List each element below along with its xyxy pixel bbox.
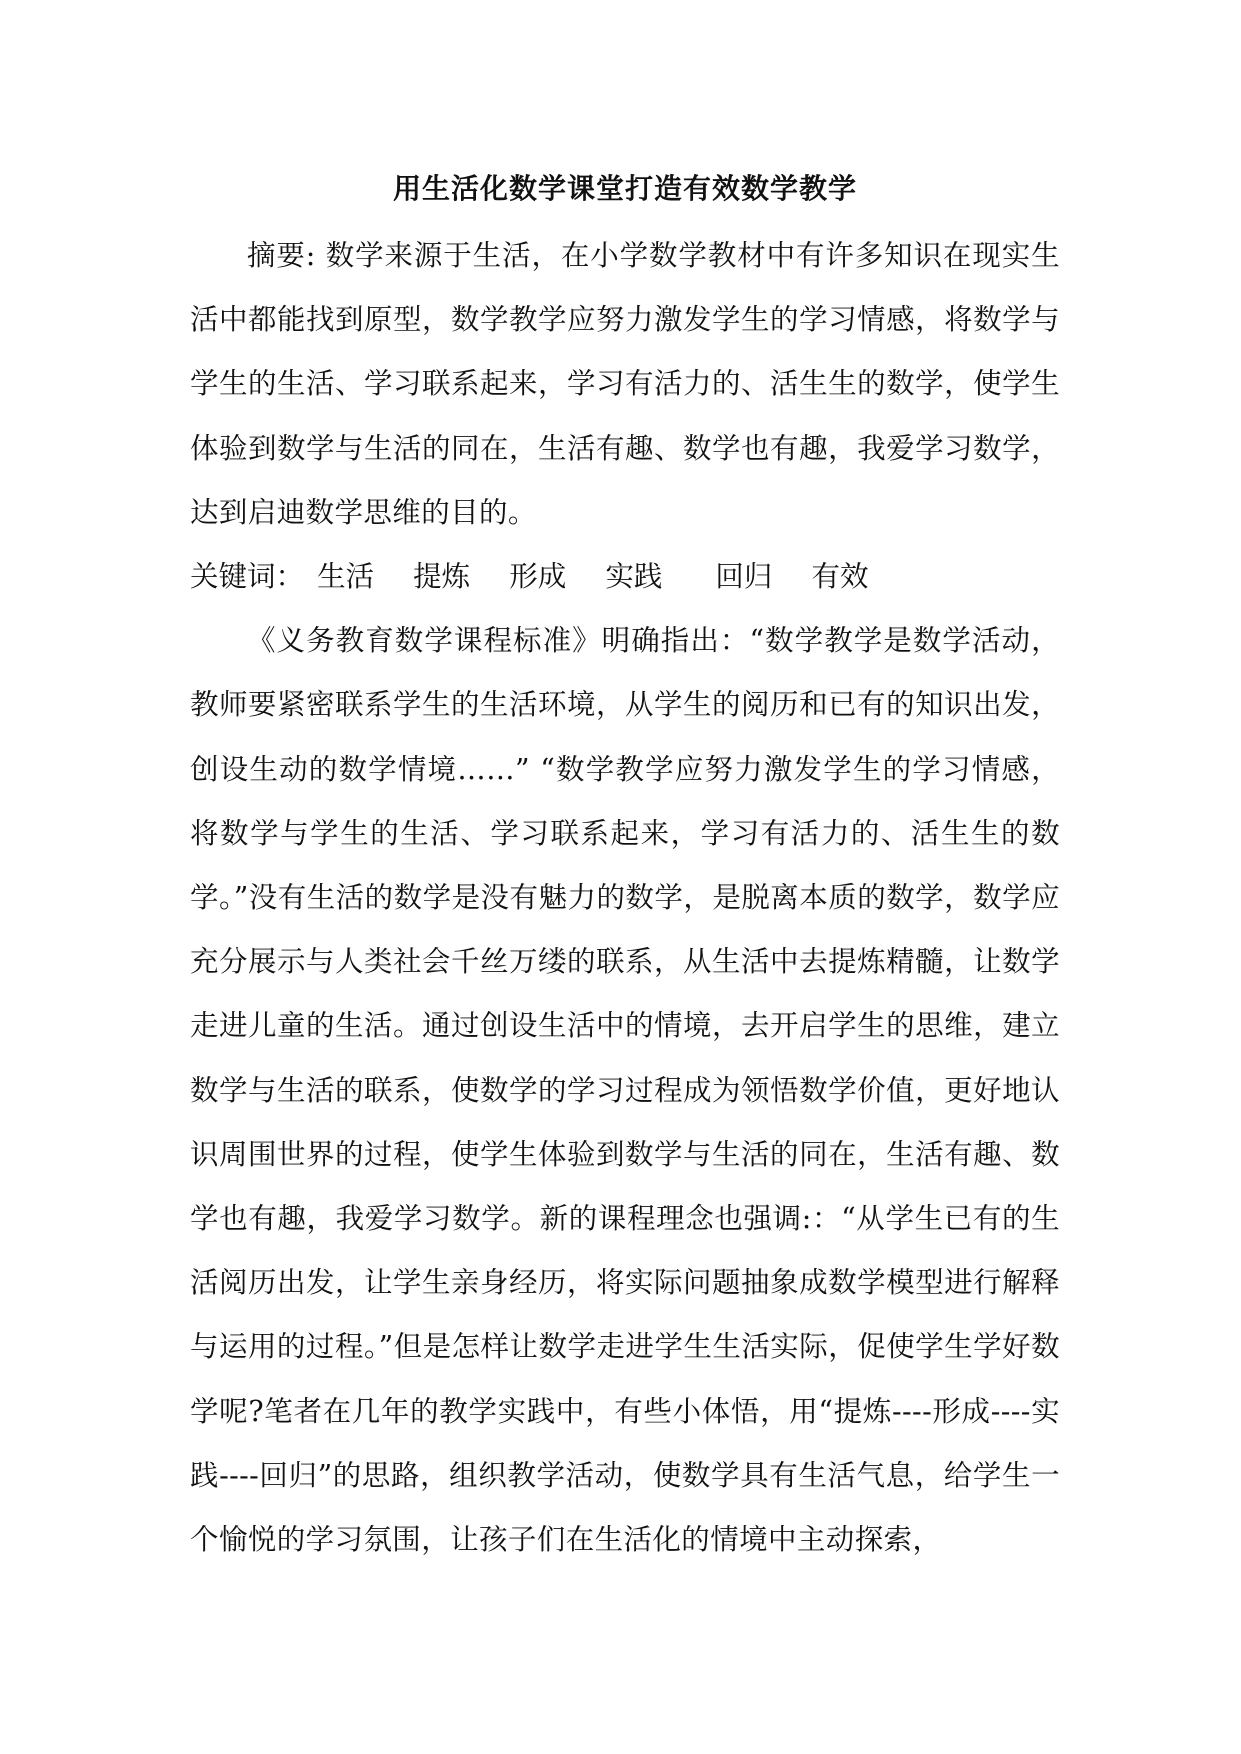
document-title: 用生活化数学课堂打造有效数学教学 [392,172,857,205]
keyword: 生活 [317,560,375,594]
keyword: 有效 [811,560,869,594]
keyword: 回归 [715,560,773,594]
abstract-paragraph: 摘要: 数学来源于生活，在小学数学教材中有许多知识在现实生活中都能找到原型，数学教学应努力激发学生的学习情感，将数学与学生的生活、学习联系起来，学习有活力的、活生生的数学，使学生体验到数学与生活的同在，生活有趣、数学也有趣，我爱学习数学，达到启迪数学思维的目的。 [190,239,1060,529]
keyword: 提炼 [413,560,471,594]
keyword: 形成 [509,560,567,594]
keyword: 实践 [605,560,663,594]
keywords-line [190,545,1060,609]
body-paragraph: 《义务教育数学课程标准》明确指出：“数学教学是数学活动，教师要紧密联系学生的生活环境，从学生的阅历和已有的知识出发，创设生动的数学情境……” “数学教学应努力激发学生的学习情感，将数学与学生的生活、学习联系起来，学习有活力的、活生生的数学。”没有生活的数学是没有魅力的数学，是脱离本质的数学，数学应充分展示与人类社会千丝万缕的联系，从生活中去提炼精髓，让数学走进儿童的生活。通过创设生活中的情境，去开启学生的思维，建立数学与生活的联系，使数学的学习过程成为领悟数学价值，更好地认识周围世界的过程，使学生体验到数学与生活的同在，生活有趣、数学也有趣，我爱学习数学。新的课程理念也强调:：“从学生已有的生活阅历出发，让学生亲身经历，将实际问题抽象成数学模型进行解释与运用的过程。”但是怎样让数学走进学生生活实际，促使学生学好数学呢?笔者在几年的教学实践中，有些小体悟，用“提炼----形成----实践----回归”的思路，组织教学活动，使数学具有生活气息，给学生一个愉悦的学习氛围，让孩子们在生活化的情境中主动探索， [190,624,1060,1557]
document-page [190,160,1060,1572]
keywords-label: 关键词： [190,560,305,594]
